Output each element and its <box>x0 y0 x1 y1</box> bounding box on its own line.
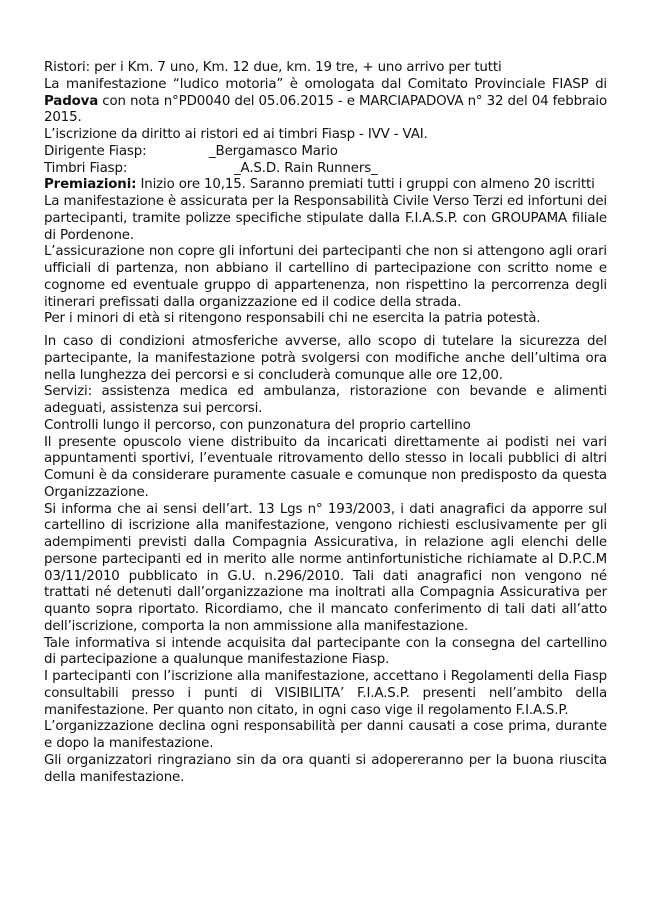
opuscolo-paragraph: Il presente opuscolo viene distribuito da incaricati direttamente ai podisti nei vari appuntamenti sportivi, l’eventuale ritrovamento dello stesso in locali pubblici di altri Comuni è da considerare puramente casuale e comunque non predisposto da questa Organizzazione. <box>44 434 607 500</box>
ristori-line: Ristori: per i Km. 7 uno, Km. 12 due, km. 19 tre, + uno arrivo per tutti <box>44 60 502 75</box>
informativa-paragraph: Tale informativa si intende acquisita dal partecipante con la consegna del cartellino di partecipazione a qualunque manifestazione Fiasp. <box>44 635 607 668</box>
iscrizione-line: L’iscrizione da diritto ai ristori ed ai timbri Fiasp - IVV - VAI. <box>44 127 428 142</box>
omologazione-text-post: con nota n°PD0040 del 05.06.2015 - e MARCIAPADOVA n° 32 del 04 febbraio 2015. <box>44 93 607 126</box>
omologazione-text-pre: La manifestazione “ludico motoria” è omologata dal Comitato Provinciale FIASP di <box>44 76 607 92</box>
timbri-value: _A.S.D. Rain Runners_ <box>234 160 378 176</box>
premiazioni-text: Inizio ore 10,15. Saranno premiati tutti i gruppi con almeno 20 iscritti <box>136 177 595 193</box>
omologazione-city: Padova <box>44 93 99 109</box>
dirigente-value: _Bergamasco Mario <box>209 143 338 159</box>
servizi-paragraph: Servizi: assistenza medica ed ambulanza, ristorazione con bevande e alimenti adeguati, assistenza sui percorsi. <box>44 384 607 416</box>
document-page <box>44 60 607 786</box>
regolamenti-paragraph: I partecipanti con l’iscrizione alla manifestazione, accettano i Regolamenti della Fiasp consultabili presso i punti di VISIBILITA’ F.I.A.S.P. presenti nell’ambito della manifestazione. Per quanto non citato, in ogni caso vige il regolamento F.I.A.S.P. <box>44 669 607 718</box>
omologazione-paragraph <box>44 77 607 127</box>
controlli-paragraph: Controlli lungo il percorso, con punzonatura del proprio cartellino <box>44 417 471 433</box>
timbri-label: Timbri Fiasp: <box>44 160 128 176</box>
dirigente-label: Dirigente Fiasp: <box>44 143 147 159</box>
responsabilita-paragraph: L’organizzazione declina ogni responsabilità per danni causati a cose prima, durante e dopo la manifestazione. <box>44 719 607 751</box>
privacy-paragraph: Si informa che ai sensi dell’art. 13 Lgs n° 193/2003, i dati anagrafici da apporre sul cartellino di iscrizione alla manifestazione, vengono richiesti esclusivamente per gli adempimenti previsti dalla Compagnia Assicurativa, in relazione agli elenchi delle persone partecipanti ed in merito alle norme antinfortunistiche richiamate al D.P.C.M 03/11/2010 pubblicato in G.U. n.296/2010. Tali dati anagrafici non vengono né trattati né detenuti dall’organizzazione ma inoltrati alla Compagnia Assicurativa per quanto sopra riportato. Ricordiamo, che il mancato conferimento di tali dati all’atto dell’iscrizione, comporta la non ammissione alla manifestazione. <box>44 501 607 634</box>
minori-paragraph: Per i minori di età si ritengono responsabili chi ne esercita la patria potestà. <box>44 311 541 327</box>
premiazioni-line <box>44 177 607 194</box>
assicurazione-paragraph: La manifestazione è assicurata per la Responsabilità Civile Verso Terzi ed infortuni dei partecipanti, tramite polizze specifiche stipulate dalla F.I.A.S.P. con GROUPAMA filiale di Pordenone. <box>44 194 607 243</box>
ringraziamenti-paragraph: Gli organizzatori ringraziano sin da ora quanti si adopereranno per la buona riuscita della manifestazione. <box>44 752 607 785</box>
maltempo-paragraph: In caso di condizioni atmosferiche avverse, allo scopo di tutelare la sicurezza del partecipante, la manifestazione potrà svolgersi con modifiche anche dell’ultima ora nella lunghezza dei percorsi e si concluderà comunque alle ore 12,00. <box>44 334 607 383</box>
premiazioni-label: Premiazioni: <box>44 177 137 193</box>
timbri-row <box>44 161 607 178</box>
dirigente-row <box>44 144 607 161</box>
esclusioni-paragraph: L’assicurazione non copre gli infortuni dei partecipanti che non si attengono agli orari ufficiali di partenza, non abbiano il cartellino di partecipazione con scritto nome e cognome ed eventuale gruppo di appartenenza, non rispettino la percorrenza degli itinerari prefissati dalla organizzazione ed il codice della strada. <box>44 244 607 310</box>
